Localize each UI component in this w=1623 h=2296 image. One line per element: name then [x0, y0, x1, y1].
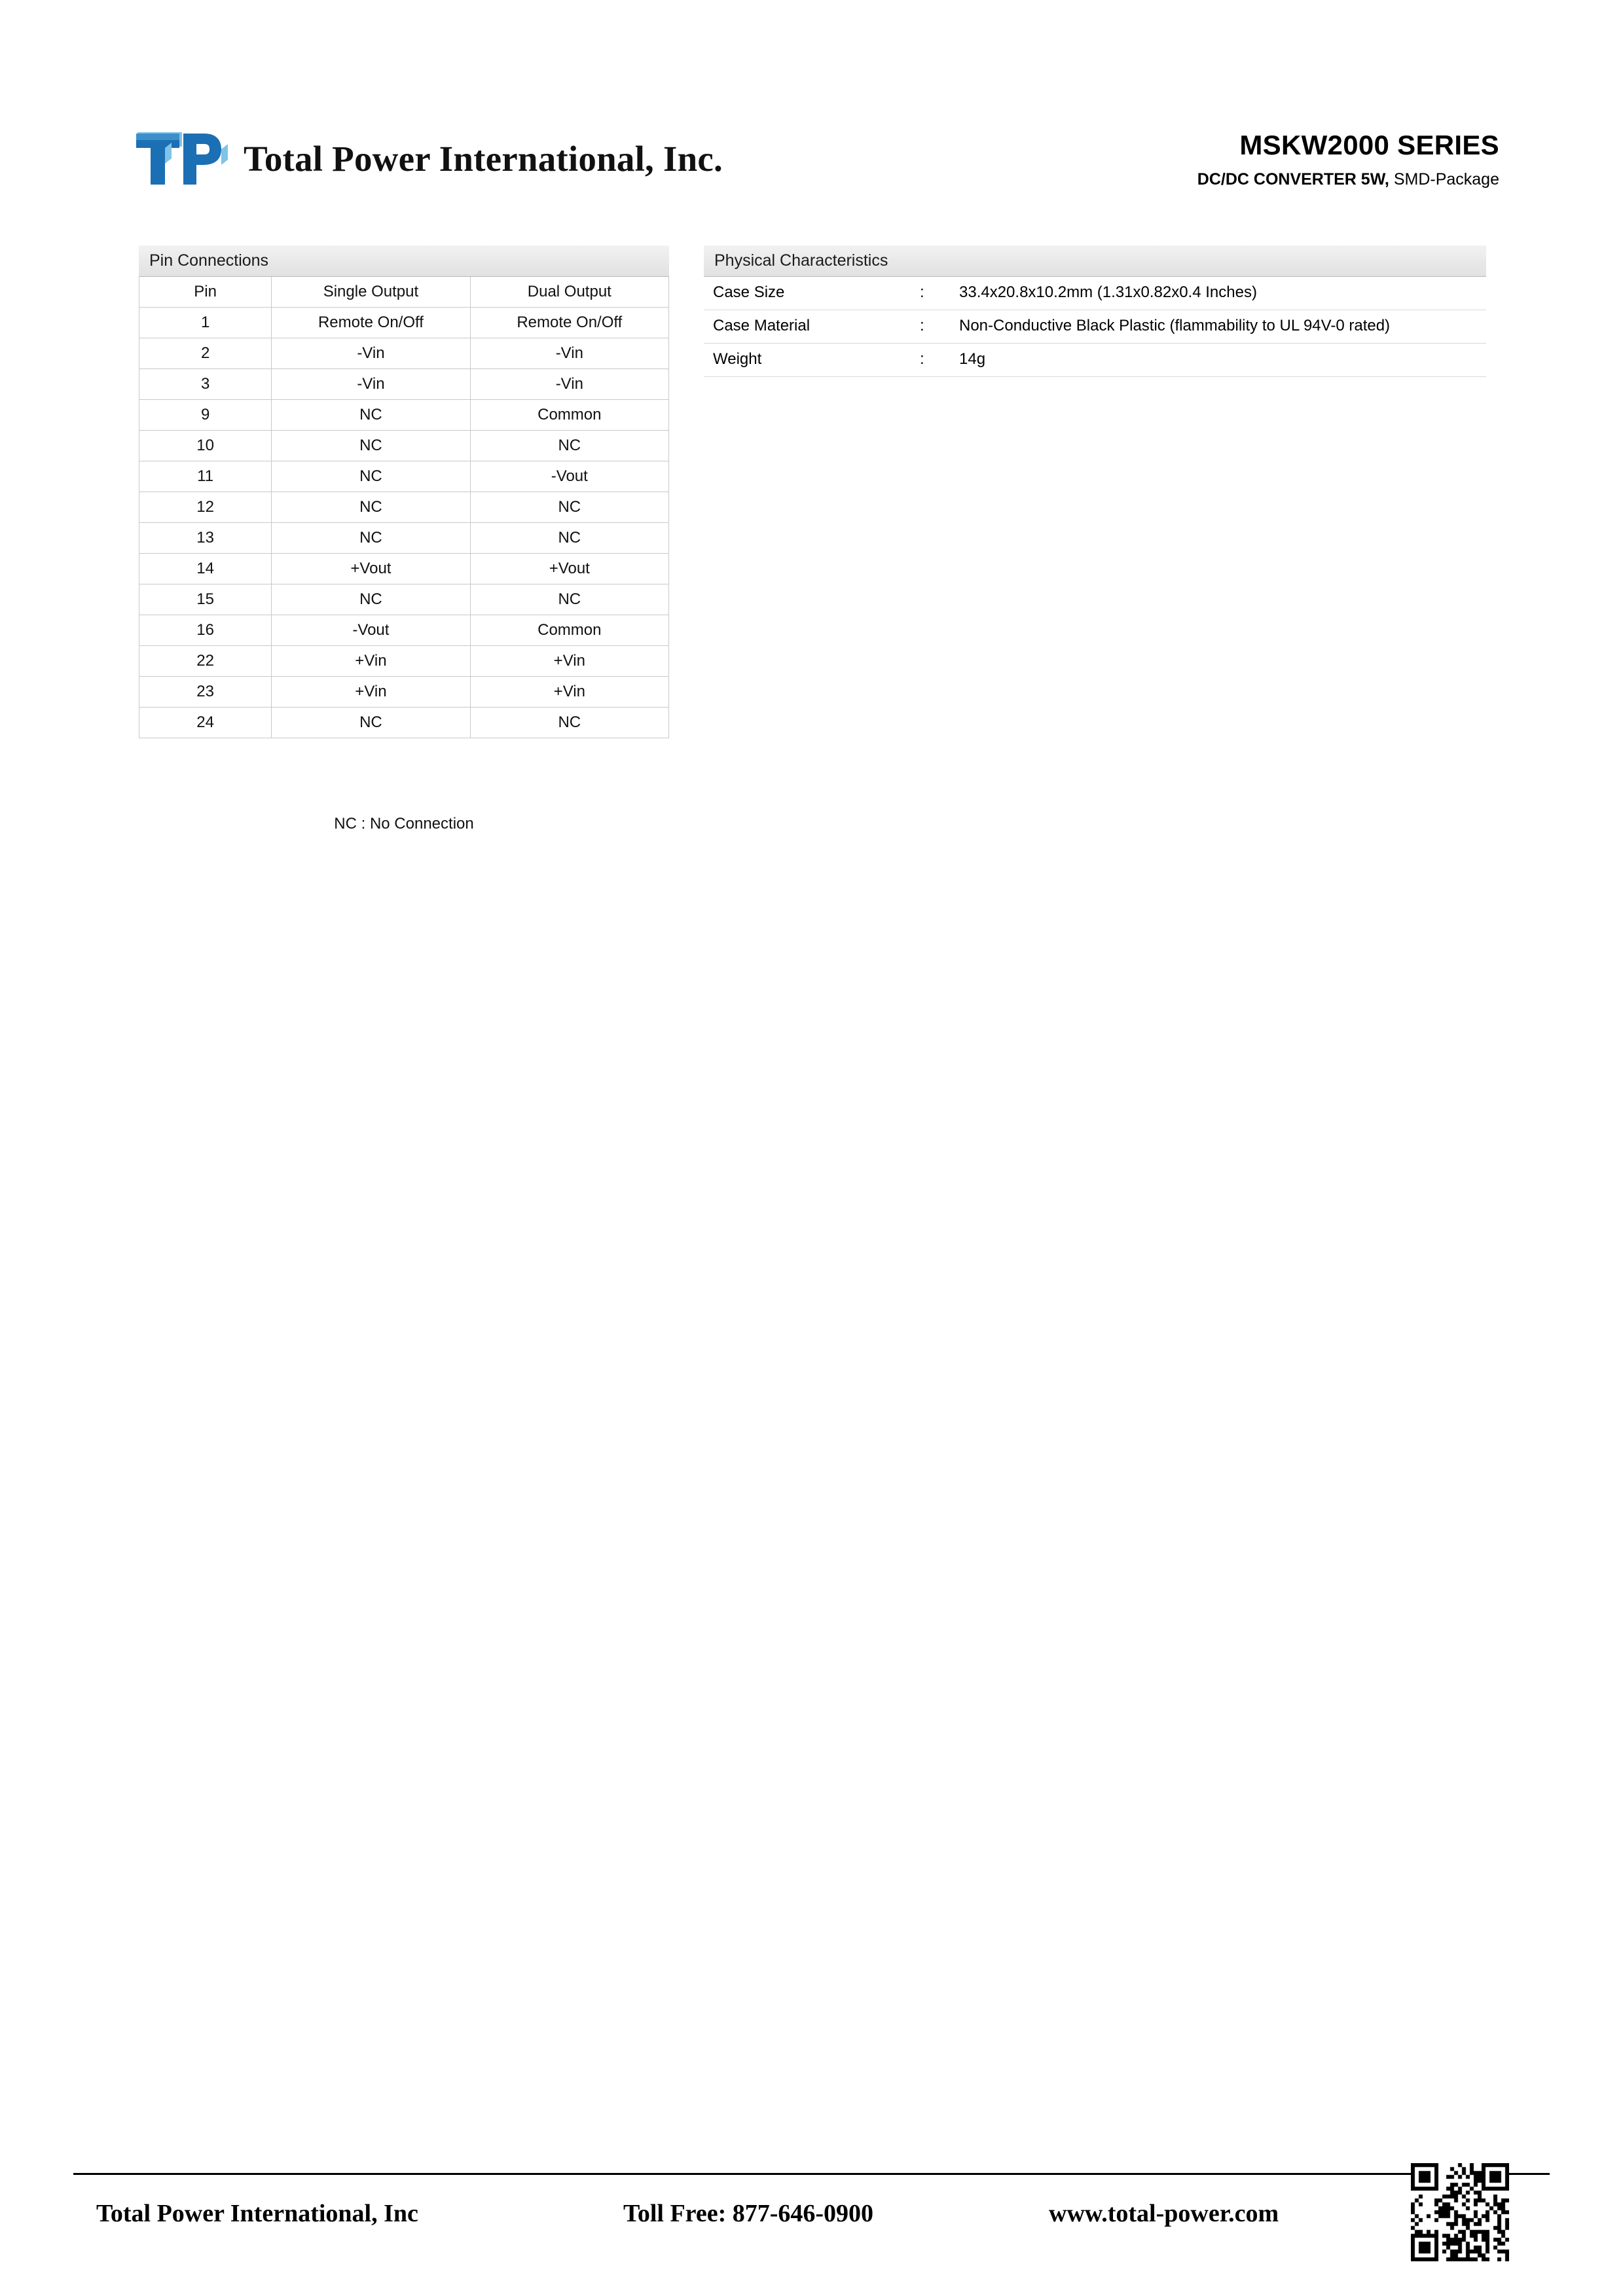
cell-pin: 10	[139, 431, 272, 461]
cell-dual: -Vin	[470, 369, 668, 400]
cell-single: NC	[272, 523, 470, 554]
footer-website[interactable]: www.total-power.com	[1049, 2200, 1279, 2227]
table-row	[139, 492, 669, 523]
pin-connections-table	[139, 277, 669, 738]
brand-name: Total Power International, Inc.	[244, 139, 723, 179]
table-row	[139, 554, 669, 584]
spec-row	[704, 310, 1486, 344]
spec-label: Case Material	[713, 317, 811, 334]
cell-single: NC	[272, 584, 470, 615]
table-header-row	[139, 277, 669, 308]
table-row	[139, 308, 669, 338]
cell-pin: 11	[139, 461, 272, 492]
column-header-dual-output: Dual Output	[470, 277, 668, 308]
cell-single: +Vout	[272, 554, 470, 584]
cell-pin: 13	[139, 523, 272, 554]
physical-characteristics-rows	[704, 277, 1486, 377]
table-row	[139, 646, 669, 677]
cell-single: NC	[272, 400, 470, 431]
table-row	[139, 400, 669, 431]
series-subtitle-rest: SMD-Package	[1389, 170, 1499, 188]
spec-label: Case Size	[713, 283, 785, 301]
cell-single: NC	[272, 492, 470, 523]
cell-single: -Vin	[272, 338, 470, 369]
cell-dual: Common	[470, 615, 668, 646]
spec-row	[704, 277, 1486, 310]
table-row	[139, 461, 669, 492]
brand	[131, 124, 723, 193]
cell-pin: 9	[139, 400, 272, 431]
table-row	[139, 677, 669, 708]
table-row	[139, 708, 669, 738]
cell-pin: 2	[139, 338, 272, 369]
cell-pin: 16	[139, 615, 272, 646]
table-row	[139, 369, 669, 400]
cell-single: -Vout	[272, 615, 470, 646]
column-header-pin: Pin	[139, 277, 272, 308]
tp-logo-icon	[131, 124, 229, 193]
cell-pin: 22	[139, 646, 272, 677]
spec-value: 33.4x20.8x10.2mm (1.31x0.82x0.4 Inches)	[959, 283, 1257, 301]
series-subtitle-bold: DC/DC CONVERTER 5W,	[1197, 170, 1389, 188]
spec-value: 14g	[959, 350, 986, 368]
pin-connections-body	[139, 277, 669, 738]
cell-dual: NC	[470, 708, 668, 738]
table-row	[139, 431, 669, 461]
table-row	[139, 615, 669, 646]
cell-dual: NC	[470, 431, 668, 461]
pin-connections-title: Pin Connections	[139, 245, 669, 277]
spec-value: Non-Conductive Black Plastic (flammability to UL 94V-0 rated)	[959, 317, 1391, 334]
physical-characteristics-section	[704, 245, 1486, 377]
table-row	[139, 584, 669, 615]
spec-row	[704, 344, 1486, 377]
cell-single: +Vin	[272, 677, 470, 708]
series-subtitle	[1197, 170, 1499, 189]
cell-dual: Remote On/Off	[470, 308, 668, 338]
spec-label: Weight	[713, 350, 762, 368]
cell-pin: 23	[139, 677, 272, 708]
cell-dual: NC	[470, 523, 668, 554]
spec-colon: :	[920, 317, 924, 334]
qr-code-icon	[1411, 2163, 1509, 2261]
cell-dual: -Vout	[470, 461, 668, 492]
cell-dual: NC	[470, 584, 668, 615]
spec-colon: :	[920, 283, 924, 301]
table-row	[139, 338, 669, 369]
cell-single: -Vin	[272, 369, 470, 400]
cell-dual: +Vin	[470, 646, 668, 677]
pin-connections-section	[139, 245, 669, 738]
footer-company: Total Power International, Inc	[96, 2200, 418, 2227]
series-title-block	[1197, 130, 1499, 189]
cell-pin: 15	[139, 584, 272, 615]
page-header	[131, 124, 1499, 203]
no-connection-note: NC : No Connection	[334, 815, 474, 833]
series-title: MSKW2000 SERIES	[1239, 130, 1499, 160]
cell-pin: 3	[139, 369, 272, 400]
footer-phone: Toll Free: 877-646-0900	[623, 2200, 874, 2227]
table-row	[139, 523, 669, 554]
cell-pin: 1	[139, 308, 272, 338]
footer-divider	[73, 2173, 1550, 2175]
cell-dual: Common	[470, 400, 668, 431]
cell-pin: 24	[139, 708, 272, 738]
cell-single: NC	[272, 431, 470, 461]
cell-dual: +Vout	[470, 554, 668, 584]
cell-single: NC	[272, 708, 470, 738]
cell-pin: 12	[139, 492, 272, 523]
page-footer	[73, 2186, 1550, 2265]
cell-dual: NC	[470, 492, 668, 523]
cell-dual: +Vin	[470, 677, 668, 708]
physical-characteristics-title: Physical Characteristics	[704, 245, 1486, 277]
cell-dual: -Vin	[470, 338, 668, 369]
cell-single: NC	[272, 461, 470, 492]
spec-colon: :	[920, 350, 924, 368]
column-header-single-output: Single Output	[272, 277, 470, 308]
cell-single: Remote On/Off	[272, 308, 470, 338]
cell-single: +Vin	[272, 646, 470, 677]
cell-pin: 14	[139, 554, 272, 584]
